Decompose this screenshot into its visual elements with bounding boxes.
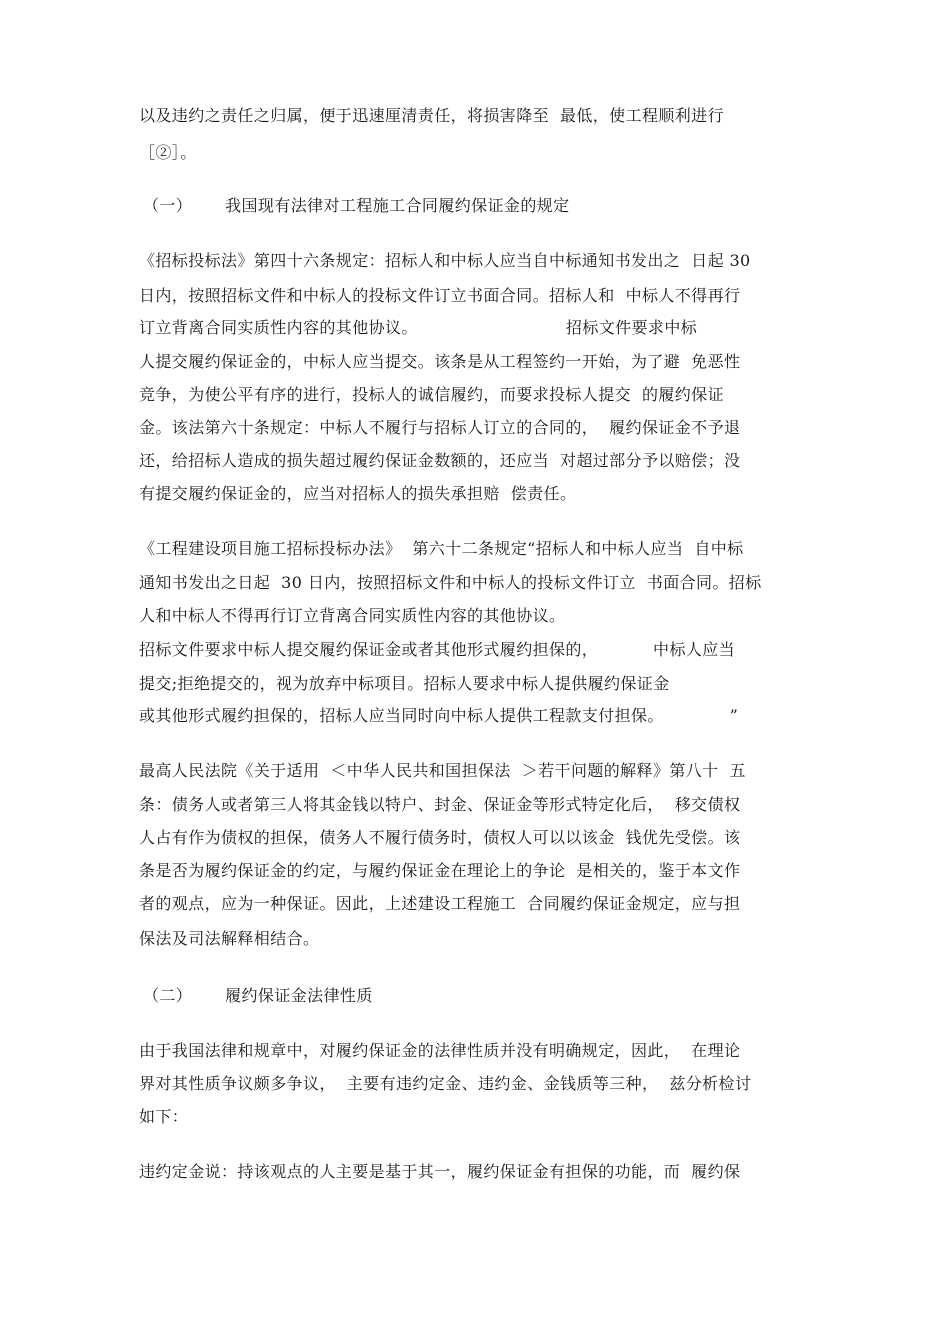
text-line: 《招标投标法》第四十六条规定：招标人和中标人应当自中标通知书发出之 日起 30 (139, 251, 751, 270)
text-line: 或其他形式履约担保的，招标人应当同时向中标人提供工程款支付担保。 ” (139, 706, 739, 725)
text-line: 金。该法第六十条规定：中标人不履行与招标人订立的合同的， 履约保证金不予退 (139, 418, 741, 437)
text-line: 还，给招标人造成的损失超过履约保证金数额的，还应当 对超过部分予以赔偿；没 (139, 451, 741, 470)
text-line: 条是否为履约保证金的约定，与履约保证金在理论上的争论 是相关的，鉴于本文作 (139, 861, 741, 880)
section-heading: （二） 履约保证金法律性质 (143, 986, 373, 1005)
text-line: 者的观点，应为一种保证。因此，上述建设工程施工 合同履约保证金规定，应与担 (139, 894, 741, 913)
text-line: 有提交履约保证金的，应当对招标人的损失承担赔 偿责任。 (139, 484, 577, 503)
text-line: 违约定金说：持该观点的人主要是基于其一，履约保证金有担保的功能，而 履约保 (139, 1162, 741, 1181)
text-line: 通知书发出之日起 30 日内，按照招标文件和中标人的投标文件订立 书面合同。招标 (139, 573, 762, 592)
text-line: 日内，按照招标文件和中标人的投标文件订立书面合同。招标人和 中标人不得再行 (139, 286, 741, 305)
text-line: 条：债务人或者第三人将其金钱以特户、封金、保证金等形式特定化后， 移交债权 (139, 795, 741, 814)
text-line: 《工程建设项目施工招标投标办法》 第六十二条规定“招标人和中标人应当 自中标 (139, 539, 744, 558)
text-line: 人和中标人不得再行订立背离合同实质性内容的其他协议。 (139, 606, 566, 625)
text-line: ［②］。 (139, 143, 197, 162)
text-line: 界对其性质争议颇多争议， 主要有违约定金、违约金、金钱质等三种， 兹分析检讨 (139, 1074, 752, 1093)
text-line: 竞争，为使公平有序的进行，投标人的诚信履约，而要求投标人提交 的履约保证 (139, 385, 724, 404)
text-line: 保法及司法解释相结合。 (139, 929, 320, 948)
section-heading: （一） 我国现有法律对工程施工合同履约保证金的规定 (143, 196, 570, 215)
text-line: 人提交履约保证金的，中标人应当提交。该条是从工程签约一开始，为了避 免恶性 (139, 352, 741, 371)
text-line: 提交;拒绝提交的，视为放弃中标项目。招标人要求中标人提供履约保证金 (139, 674, 670, 693)
text-line: 由于我国法律和规章中，对履约保证金的法律性质并没有明确规定，因此， 在理论 (139, 1041, 741, 1060)
text-line: 如下： (139, 1107, 189, 1126)
text-line: 订立背离合同实质性内容的其他协议。 招标文件要求中标 (139, 318, 698, 337)
text-line: 招标文件要求中标人提交履约保证金或者其他形式履约担保的， 中标人应当 (139, 640, 736, 659)
text-line: 最高人民法院《关于适用 ＜中华人民共和国担保法 ＞若干问题的解释》第八十 五 (139, 761, 746, 780)
text-line: 以及违约之责任之归属，便于迅速厘清责任，将损害降至 最低，使工程顺利进行 (139, 106, 724, 125)
text-line: 人占有作为债权的担保，债务人不履行债务时，债权人可以以该金 钱优先受偿。该 (139, 828, 741, 847)
